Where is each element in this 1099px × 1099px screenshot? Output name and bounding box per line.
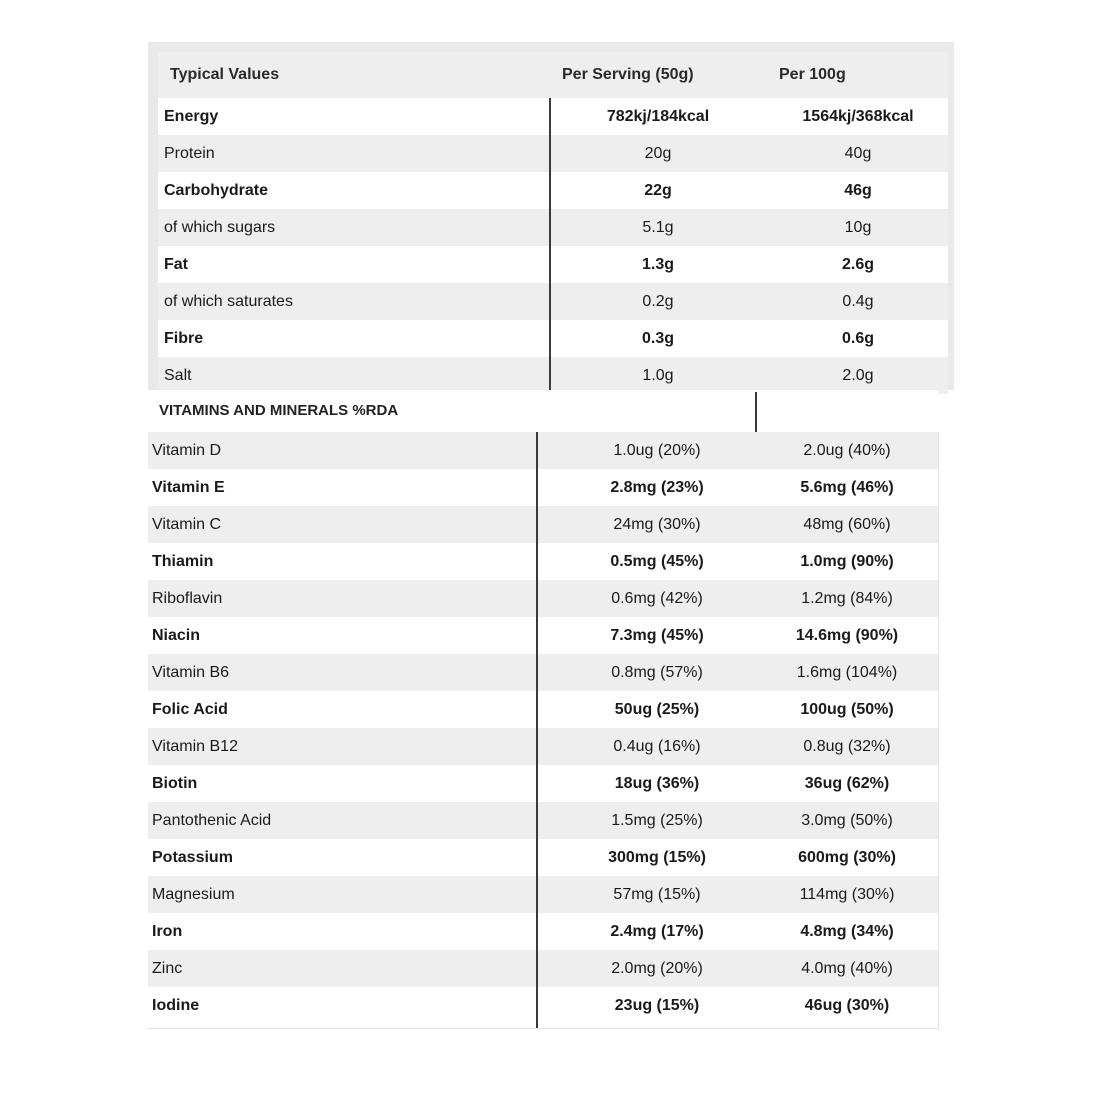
header-per-serving: Per Serving (50g): [562, 66, 694, 83]
row-label: Protein: [164, 145, 215, 162]
table-row: [148, 691, 938, 728]
per-100g-value: 2.0ug (40%): [803, 442, 891, 459]
column-divider: [549, 98, 551, 390]
table-row: [148, 654, 938, 691]
row-label: Vitamin C: [152, 516, 222, 533]
per-serving-value: 23ug (15%): [614, 997, 700, 1014]
table-row: [148, 432, 938, 469]
row-label: Vitamin D: [152, 442, 222, 459]
per-serving-value: 300mg (15%): [608, 849, 706, 866]
nutrition-rows: [158, 98, 948, 394]
per-100g-value: 100ug (50%): [800, 701, 894, 718]
row-label: Magnesium: [152, 886, 235, 903]
nutrition-table-inner: [158, 52, 948, 390]
table-row: [148, 987, 938, 1024]
table-row: [148, 913, 938, 950]
per-100g-value: 46g: [844, 182, 872, 199]
row-label: Folic Acid: [152, 701, 228, 718]
table-row: [158, 246, 948, 283]
per-serving-value: 0.5mg (45%): [610, 553, 704, 570]
nutrition-header-row: [158, 52, 948, 98]
table-row: [158, 98, 948, 135]
table-row: [148, 950, 938, 987]
per-100g-value: 2.6g: [841, 256, 874, 273]
per-100g-value: 40g: [844, 145, 872, 162]
table-row: [158, 135, 948, 172]
table-row: [158, 357, 948, 394]
per-serving-value: 5.1g: [642, 219, 674, 236]
row-label: of which saturates: [164, 293, 293, 310]
per-serving-value: 50ug (25%): [614, 701, 700, 718]
per-100g-value: 1.2mg (84%): [801, 590, 893, 607]
header-typical-values: Typical Values: [170, 66, 280, 83]
row-label: Potassium: [152, 849, 233, 866]
row-label: Fibre: [164, 330, 204, 347]
table-row: [158, 320, 948, 357]
table-row: [158, 283, 948, 320]
per-100g-value: 1564kj/368kcal: [802, 108, 914, 125]
per-100g-value: 46ug (30%): [804, 997, 890, 1014]
vitamins-rows: [148, 432, 938, 1024]
table-row: [158, 172, 948, 209]
table-row: [148, 506, 938, 543]
column-divider: [536, 432, 538, 1028]
per-100g-value: 5.6mg (46%): [800, 479, 894, 496]
per-100g-value: 36ug (62%): [804, 775, 890, 792]
row-label: Vitamin B6: [152, 664, 230, 681]
row-label: Vitamin E: [152, 479, 225, 496]
per-serving-value: 57mg (15%): [613, 886, 701, 903]
per-100g-value: 600mg (30%): [798, 849, 896, 866]
row-label: Niacin: [152, 627, 201, 644]
per-serving-value: 1.0ug (20%): [613, 442, 701, 459]
table-row: [148, 802, 938, 839]
per-100g-value: 2.0g: [842, 367, 874, 384]
header-per-100g: Per 100g: [779, 66, 846, 83]
per-serving-value: 0.3g: [641, 330, 674, 347]
per-serving-value: 0.6mg (42%): [611, 590, 703, 607]
per-serving-value: 1.0g: [642, 367, 674, 384]
per-serving-value: 0.8mg (57%): [611, 664, 703, 681]
row-label: of which sugars: [164, 219, 276, 236]
per-100g-value: 0.6g: [841, 330, 874, 347]
table-row: [148, 839, 938, 876]
per-serving-value: 782kj/184kcal: [606, 108, 710, 125]
row-label: Thiamin: [152, 553, 214, 570]
row-label: Carbohydrate: [164, 182, 269, 199]
table-row: [158, 209, 948, 246]
row-label: Pantothenic Acid: [152, 812, 272, 829]
per-100g-value: 10g: [844, 219, 872, 236]
per-serving-value: 24mg (30%): [613, 516, 701, 533]
per-serving-value: 0.4ug (16%): [613, 738, 701, 755]
per-serving-value: 2.8mg (23%): [610, 479, 704, 496]
per-100g-value: 1.6mg (104%): [796, 664, 898, 681]
per-100g-value: 14.6mg (90%): [795, 627, 899, 644]
row-label: Salt: [164, 367, 192, 384]
per-serving-value: 18ug (36%): [614, 775, 700, 792]
table-row: [148, 765, 938, 802]
row-label: Biotin: [152, 775, 198, 792]
per-100g-value: 4.8mg (34%): [800, 923, 894, 940]
row-label: Fat: [164, 256, 188, 273]
table-row: [148, 617, 938, 654]
row-label: Riboflavin: [152, 590, 223, 607]
row-label: Vitamin B12: [152, 738, 238, 755]
table-row: [148, 469, 938, 506]
per-serving-value: 0.2g: [642, 293, 674, 310]
table-row: [148, 876, 938, 913]
per-serving-value: 2.4mg (17%): [610, 923, 704, 940]
table-row: [148, 580, 938, 617]
nutrition-table: [148, 42, 954, 390]
table-row: [148, 728, 938, 765]
vitamins-header: [148, 390, 938, 432]
per-100g-value: 0.4g: [842, 293, 874, 310]
row-label: Energy: [164, 108, 219, 125]
per-serving-value: 7.3mg (45%): [610, 627, 704, 644]
row-label: Iron: [152, 923, 183, 940]
table-row: [148, 543, 938, 580]
per-serving-value: 2.0mg (20%): [611, 960, 703, 977]
per-serving-value: 22g: [644, 182, 672, 199]
per-100g-value: 48mg (60%): [803, 516, 891, 533]
per-100g-value: 0.8ug (32%): [803, 738, 891, 755]
per-serving-value: 1.5mg (25%): [611, 812, 703, 829]
vitamins-title: VITAMINS AND MINERALS %RDA: [159, 402, 399, 419]
per-100g-value: 114mg (30%): [799, 886, 895, 903]
row-label: Iodine: [152, 997, 200, 1014]
row-label: Zinc: [152, 960, 183, 977]
per-100g-value: 1.0mg (90%): [800, 553, 894, 570]
per-serving-value: 1.3g: [641, 256, 674, 273]
vitamins-table: [148, 432, 939, 1029]
per-serving-value: 20g: [644, 145, 672, 162]
per-100g-value: 3.0mg (50%): [801, 812, 893, 829]
vitamins-header-divider: [755, 392, 757, 432]
per-100g-value: 4.0mg (40%): [801, 960, 893, 977]
